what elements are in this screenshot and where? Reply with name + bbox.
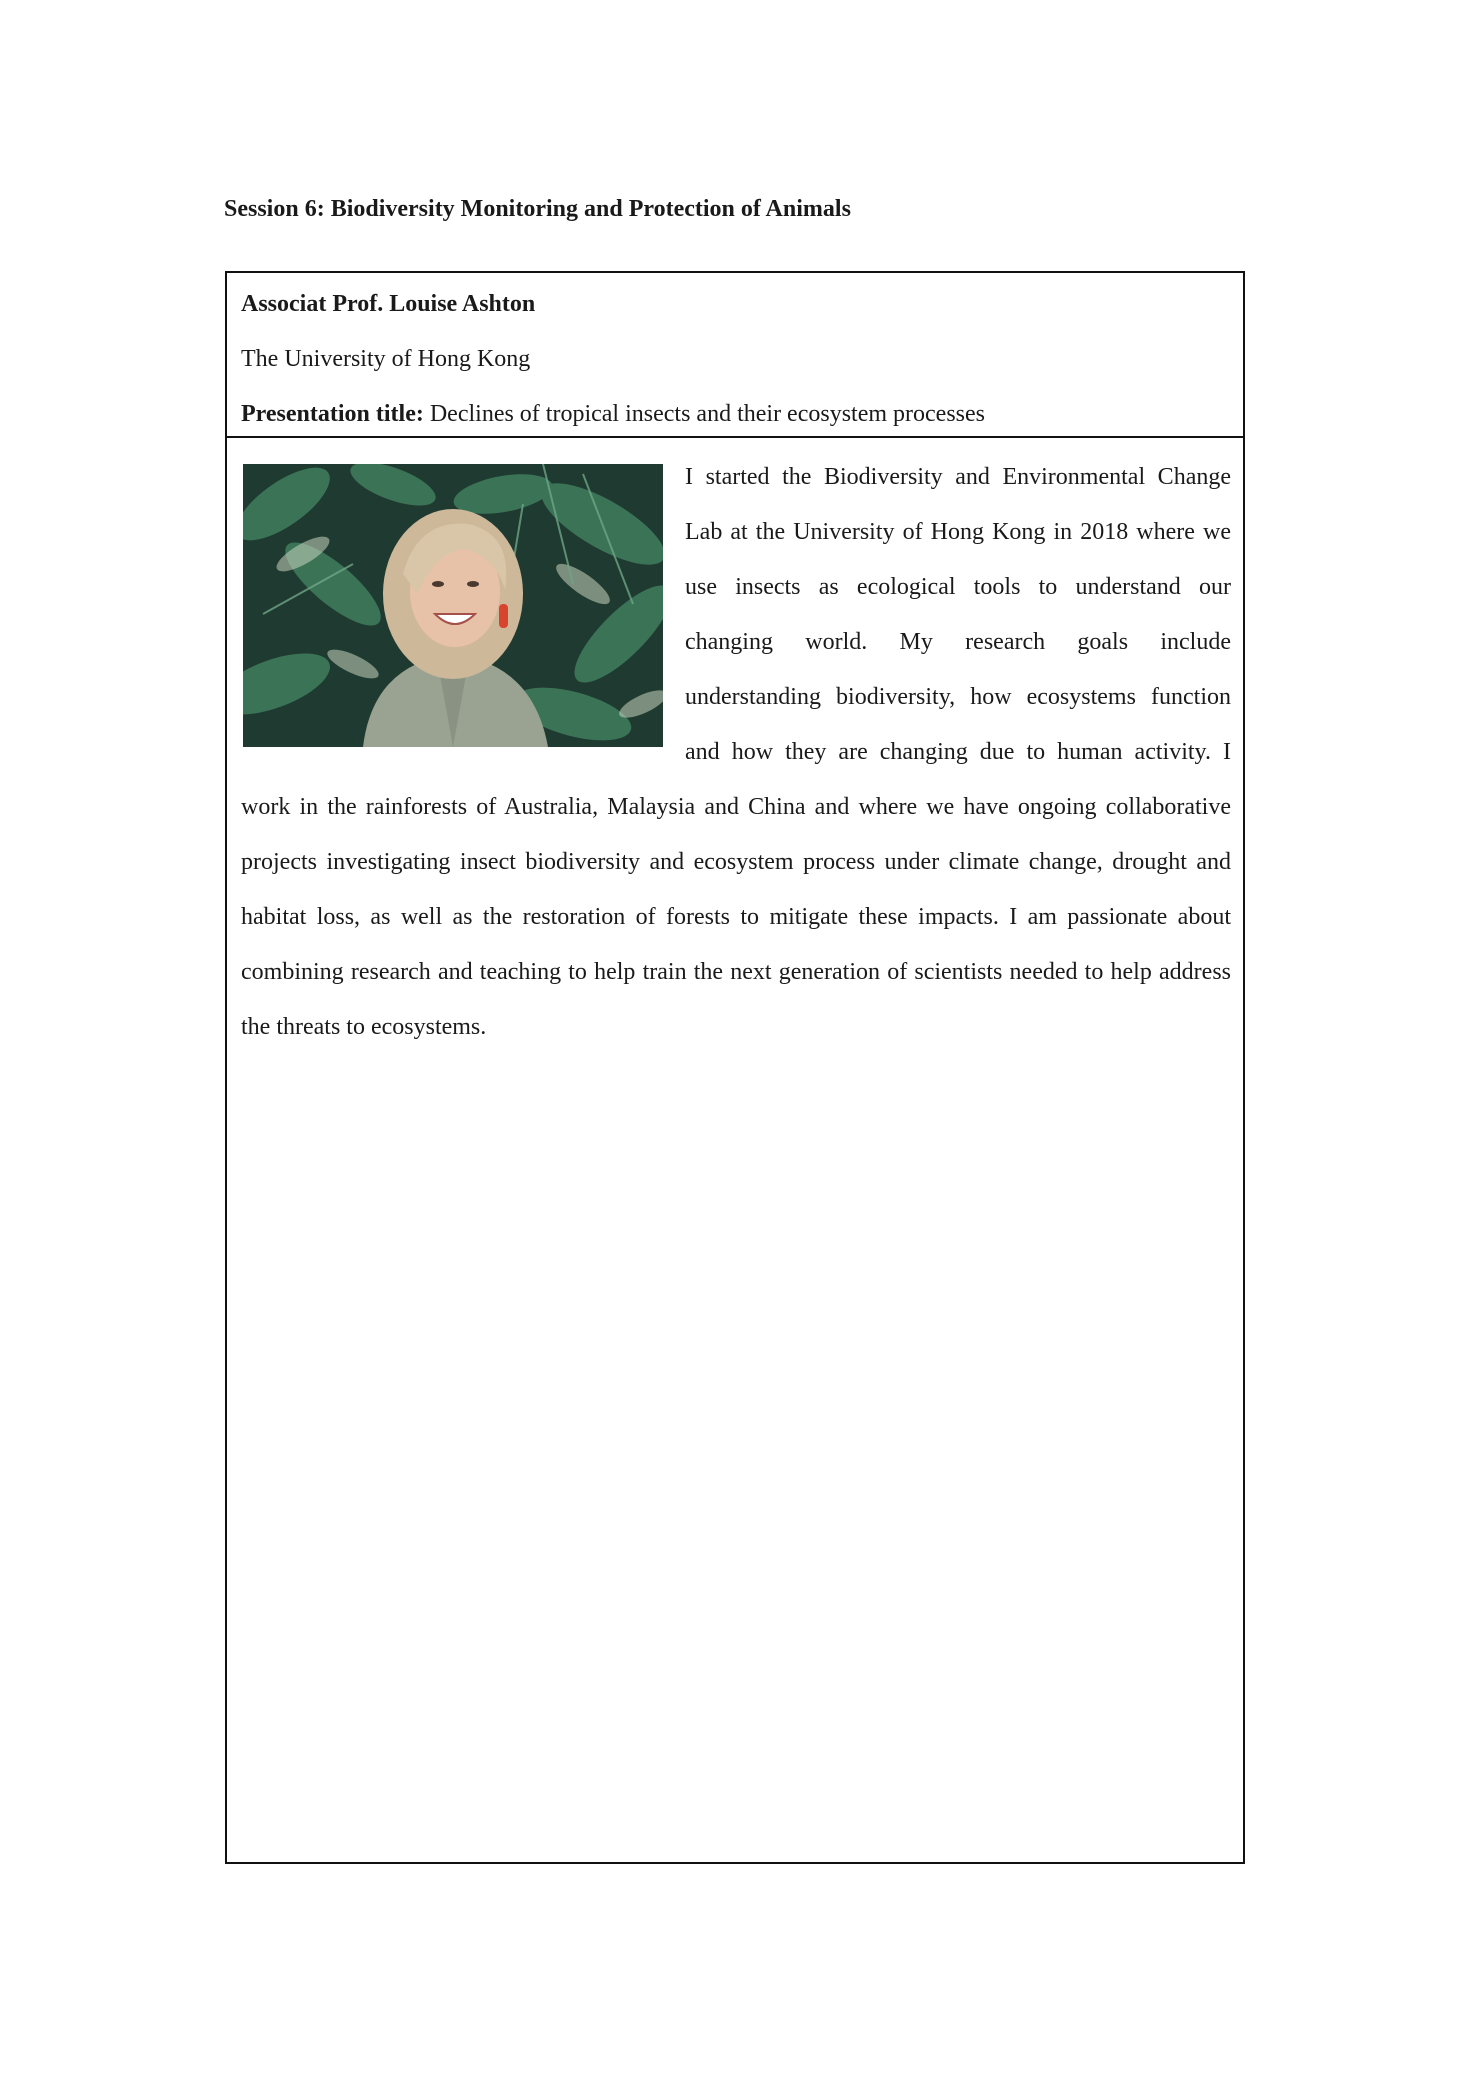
speaker-bio-text: I started the Biodiversity and Environmental Change Lab at the University of Hong Kong in 2018 where we use insects as ecological tools to understand our changing world. My research goals include understanding biodiversity, how ecosystems function and how they are changing due to human activity. I work in the rainforests of Australia, Malaysia and China and where we have ongoing collaborative projects investigating insect biodiversity and ecosystem process under climate change, drought and habitat loss, as well as the restoration of forests to mitigate these impacts. I am passionate about combining research and teaching to help train the next generation of scientists needed to help address the threats to ecosystems.	[241, 464, 1231, 1040]
speaker-photo	[243, 464, 663, 747]
speaker-header-cell	[227, 273, 1243, 438]
speaker-portrait-icon	[243, 464, 663, 747]
speaker-affiliation: The University of Hong Kong	[241, 346, 531, 372]
presentation-title: Declines of tropical insects and their ecosystem processes	[423, 401, 985, 427]
presentation-title-label: Presentation title:	[241, 401, 424, 427]
presentation-title-line	[241, 401, 985, 428]
speaker-table	[225, 271, 1245, 1864]
speaker-bio-cell	[241, 450, 1231, 1055]
speaker-name: Associat Prof. Louise Ashton	[241, 291, 536, 317]
session-title: Session 6: Biodiversity Monitoring and Protection of Animals	[224, 196, 851, 222]
